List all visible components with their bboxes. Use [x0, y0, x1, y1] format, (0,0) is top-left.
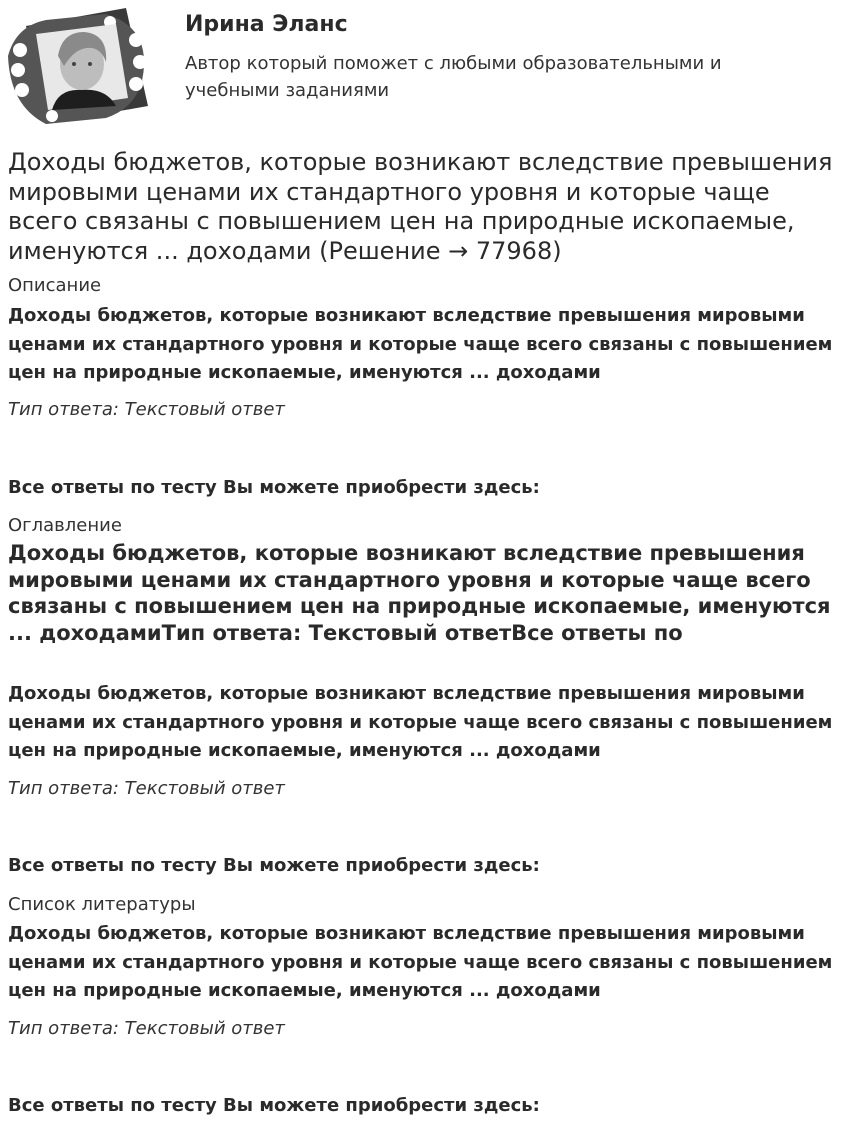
references-question: Доходы бюджетов, которые возникают вследствие превышения мировыми ценами их стандартного уровня и которые чаще всего связаны с повышением цен на природные ископаемые, именуются ... доходами — [8, 923, 833, 1001]
section-label-description: Описание — [8, 275, 102, 296]
references-buy-text: Все ответы по тесту Вы можете приобрести здесь: — [8, 1095, 540, 1116]
toc-answer-type: Тип ответа: Текстовый ответ — [8, 778, 285, 799]
author-header — [0, 0, 847, 140]
author-description: Автор который поможет с любыми образовательными и учебными заданиями — [185, 53, 722, 101]
description-buy-text: Все ответы по тесту Вы можете приобрести здесь: — [8, 477, 540, 498]
page-title: Доходы бюджетов, которые возникают вследствие превышения мировыми ценами их стандартного уровня и которые чаще всего связаны с повышением цен на природные ископаемые, именуются ... доходами (Решение → 77968) — [8, 148, 833, 265]
avatar-film-frame-icon — [6, 6, 152, 128]
toc-buy-text: Все ответы по тесту Вы можете приобрести здесь: — [8, 855, 540, 876]
toc-heading: Доходы бюджетов, которые возникают вследствие превышения мировыми ценами их стандартного уровня и которые чаще всего связаны с повышением цен на природные ископаемые, именуются ... доходамиТип ответа: Текстовый ответВсе ответы по — [8, 541, 831, 645]
section-label-toc: Оглавление — [8, 515, 122, 536]
description-answer-type: Тип ответа: Текстовый ответ — [8, 399, 285, 420]
section-label-references: Список литературы — [8, 894, 196, 915]
author-name[interactable]: Ирина Эланс — [185, 12, 348, 37]
toc-question: Доходы бюджетов, которые возникают вследствие превышения мировыми ценами их стандартного уровня и которые чаще всего связаны с повышением цен на природные ископаемые, именуются ... доходами — [8, 683, 833, 761]
author-avatar[interactable] — [6, 6, 152, 128]
description-question: Доходы бюджетов, которые возникают вследствие превышения мировыми ценами их стандартного уровня и которые чаще всего связаны с повышением цен на природные ископаемые, именуются ... доходами — [8, 305, 833, 383]
references-answer-type: Тип ответа: Текстовый ответ — [8, 1018, 285, 1039]
